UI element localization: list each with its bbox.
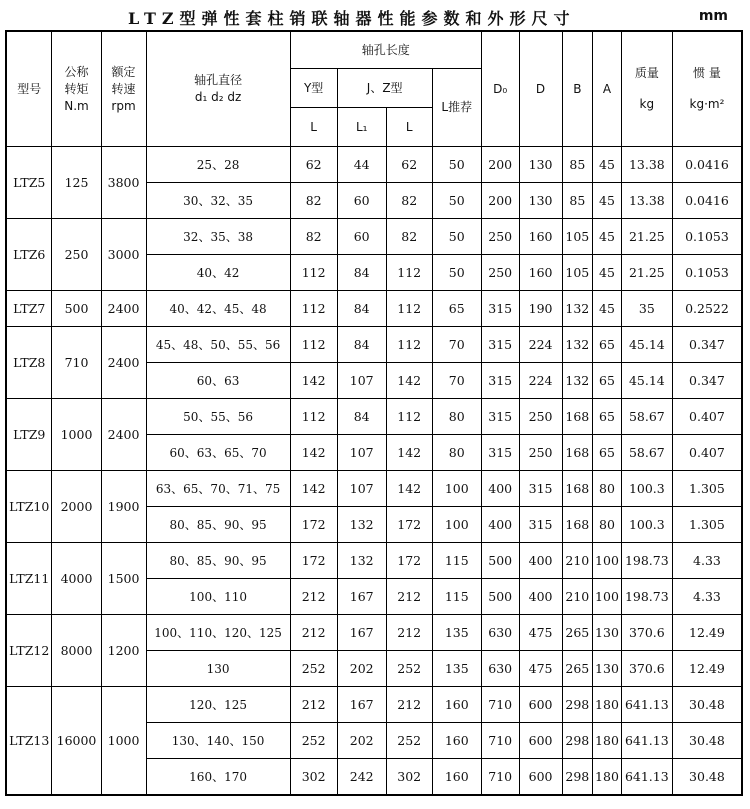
l-recommended-cell: 50 — [432, 255, 481, 291]
d0-cell: 400 — [481, 471, 519, 507]
table-row — [6, 327, 742, 363]
speed-cell: 1000 — [101, 687, 146, 796]
mass-cell: 45.14 — [621, 363, 672, 399]
b-cell: 168 — [562, 399, 593, 435]
jz-l1-cell: 167 — [337, 579, 386, 615]
jz-l-cell: 252 — [386, 723, 432, 759]
d-cell: 400 — [519, 543, 562, 579]
jz-l1-cell: 84 — [337, 399, 386, 435]
jz-l-cell: 142 — [386, 363, 432, 399]
speed-cell: 3000 — [101, 219, 146, 291]
b-cell: 298 — [562, 723, 593, 759]
jz-l-cell: 212 — [386, 579, 432, 615]
jz-l1-cell: 84 — [337, 327, 386, 363]
d-cell: 130 — [519, 147, 562, 183]
jz-l1-cell: 44 — [337, 147, 386, 183]
speed-cell: 1900 — [101, 471, 146, 543]
diameter-cell: 160、170 — [146, 759, 290, 796]
header-l-recommended: L推荐 — [432, 69, 481, 147]
inertia-cell: 30.48 — [672, 759, 742, 796]
d-cell: 160 — [519, 219, 562, 255]
y-l-cell: 172 — [290, 543, 337, 579]
b-cell: 265 — [562, 615, 593, 651]
l-recommended-cell: 100 — [432, 471, 481, 507]
inertia-cell: 0.407 — [672, 435, 742, 471]
l-recommended-cell: 65 — [432, 291, 481, 327]
speed-cell: 2400 — [101, 291, 146, 327]
diameter-cell: 40、42 — [146, 255, 290, 291]
b-cell: 132 — [562, 291, 593, 327]
mass-cell: 641.13 — [621, 687, 672, 723]
a-cell: 65 — [593, 435, 622, 471]
a-cell: 45 — [593, 291, 622, 327]
diameter-cell: 25、28 — [146, 147, 290, 183]
l-recommended-cell: 160 — [432, 759, 481, 796]
header-jz-type: J、Z型 — [337, 69, 432, 108]
d0-cell: 500 — [481, 579, 519, 615]
d0-cell: 500 — [481, 543, 519, 579]
jz-l-cell: 82 — [386, 183, 432, 219]
speed-cell: 2400 — [101, 399, 146, 471]
mass-cell: 58.67 — [621, 399, 672, 435]
jz-l1-cell: 242 — [337, 759, 386, 796]
y-l-cell: 82 — [290, 183, 337, 219]
header-torque — [52, 31, 101, 147]
torque-cell: 8000 — [52, 615, 101, 687]
model-cell: LTZ11 — [6, 543, 52, 615]
mass-cell: 370.6 — [621, 651, 672, 687]
inertia-cell: 1.305 — [672, 507, 742, 543]
b-cell: 85 — [562, 183, 593, 219]
header-y-l: L — [290, 108, 337, 147]
y-l-cell: 112 — [290, 255, 337, 291]
table-title: LTZ型弹性套柱销联轴器性能参数和外形尺寸 — [128, 9, 576, 28]
jz-l1-cell: 167 — [337, 615, 386, 651]
header-d0: D₀ — [481, 31, 519, 147]
jz-l-cell: 142 — [386, 435, 432, 471]
torque-cell: 4000 — [52, 543, 101, 615]
y-l-cell: 142 — [290, 363, 337, 399]
jz-l-cell: 62 — [386, 147, 432, 183]
l-recommended-cell: 135 — [432, 615, 481, 651]
mass-cell: 198.73 — [621, 579, 672, 615]
diameter-cell: 32、35、38 — [146, 219, 290, 255]
header-diameter-line1: 轴孔直径 — [194, 73, 243, 87]
d0-cell: 710 — [481, 723, 519, 759]
torque-cell: 16000 — [52, 687, 101, 796]
header-speed-line1: 额定 — [111, 64, 136, 79]
l-recommended-cell: 50 — [432, 147, 481, 183]
y-l-cell: 82 — [290, 219, 337, 255]
torque-cell: 1000 — [52, 399, 101, 471]
l-recommended-cell: 50 — [432, 183, 481, 219]
model-cell: LTZ6 — [6, 219, 52, 291]
b-cell: 210 — [562, 543, 593, 579]
y-l-cell: 172 — [290, 507, 337, 543]
header-inertia-unit: kg·m² — [689, 97, 725, 111]
a-cell: 45 — [593, 147, 622, 183]
l-recommended-cell: 135 — [432, 651, 481, 687]
jz-l-cell: 172 — [386, 543, 432, 579]
a-cell: 65 — [593, 363, 622, 399]
mass-cell: 13.38 — [621, 183, 672, 219]
jz-l1-cell: 132 — [337, 543, 386, 579]
torque-cell: 500 — [52, 291, 101, 327]
d-cell: 160 — [519, 255, 562, 291]
l-recommended-cell: 115 — [432, 579, 481, 615]
b-cell: 105 — [562, 255, 593, 291]
diameter-cell: 63、65、70、71、75 — [146, 471, 290, 507]
inertia-cell: 12.49 — [672, 651, 742, 687]
header-jz-l1: L₁ — [337, 108, 386, 147]
y-l-cell: 112 — [290, 291, 337, 327]
y-l-cell: 252 — [290, 723, 337, 759]
y-l-cell: 302 — [290, 759, 337, 796]
speed-cell: 1500 — [101, 543, 146, 615]
d-cell: 224 — [519, 327, 562, 363]
a-cell: 45 — [593, 219, 622, 255]
diameter-cell: 50、55、56 — [146, 399, 290, 435]
d-cell: 190 — [519, 291, 562, 327]
unit-label: mm — [698, 8, 728, 24]
diameter-cell: 60、63 — [146, 363, 290, 399]
jz-l-cell: 112 — [386, 291, 432, 327]
jz-l-cell: 112 — [386, 255, 432, 291]
l-recommended-cell: 80 — [432, 399, 481, 435]
mass-cell: 641.13 — [621, 759, 672, 796]
diameter-cell: 120、125 — [146, 687, 290, 723]
a-cell: 100 — [593, 579, 622, 615]
jz-l-cell: 212 — [386, 687, 432, 723]
a-cell: 80 — [593, 471, 622, 507]
header-speed-line2: 转速 — [111, 81, 136, 96]
d-cell: 315 — [519, 471, 562, 507]
d-cell: 600 — [519, 759, 562, 796]
d0-cell: 250 — [481, 219, 519, 255]
y-l-cell: 212 — [290, 687, 337, 723]
b-cell: 132 — [562, 363, 593, 399]
torque-cell: 250 — [52, 219, 101, 291]
header-d: D — [519, 31, 562, 147]
b-cell: 265 — [562, 651, 593, 687]
d0-cell: 400 — [481, 507, 519, 543]
jz-l-cell: 112 — [386, 327, 432, 363]
jz-l-cell: 302 — [386, 759, 432, 796]
diameter-cell: 60、63、65、70 — [146, 435, 290, 471]
jz-l-cell: 212 — [386, 615, 432, 651]
header-speed-unit: rpm — [111, 98, 136, 113]
l-recommended-cell: 115 — [432, 543, 481, 579]
a-cell: 180 — [593, 723, 622, 759]
header-diameter — [146, 31, 290, 147]
b-cell: 298 — [562, 759, 593, 796]
a-cell: 180 — [593, 759, 622, 796]
table-row — [6, 399, 742, 435]
diameter-cell: 80、85、90、95 — [146, 507, 290, 543]
header-length-group: 轴孔长度 — [290, 31, 481, 69]
d0-cell: 630 — [481, 651, 519, 687]
d0-cell: 315 — [481, 363, 519, 399]
mass-cell: 21.25 — [621, 255, 672, 291]
table-row — [6, 471, 742, 507]
jz-l1-cell: 107 — [337, 435, 386, 471]
inertia-cell: 0.0416 — [672, 147, 742, 183]
table-body — [6, 147, 742, 796]
inertia-cell: 0.1053 — [672, 255, 742, 291]
model-cell: LTZ5 — [6, 147, 52, 219]
jz-l1-cell: 84 — [337, 255, 386, 291]
d0-cell: 315 — [481, 327, 519, 363]
y-l-cell: 112 — [290, 327, 337, 363]
y-l-cell: 62 — [290, 147, 337, 183]
a-cell: 45 — [593, 183, 622, 219]
speed-cell: 1200 — [101, 615, 146, 687]
mass-cell: 35 — [621, 291, 672, 327]
table-row — [6, 615, 742, 651]
diameter-cell: 45、48、50、55、56 — [146, 327, 290, 363]
inertia-cell: 30.48 — [672, 723, 742, 759]
d-cell: 250 — [519, 435, 562, 471]
a-cell: 45 — [593, 255, 622, 291]
model-cell: LTZ13 — [6, 687, 52, 796]
a-cell: 180 — [593, 687, 622, 723]
d0-cell: 315 — [481, 399, 519, 435]
speed-cell: 3800 — [101, 147, 146, 219]
l-recommended-cell: 160 — [432, 723, 481, 759]
b-cell: 168 — [562, 435, 593, 471]
jz-l1-cell: 107 — [337, 471, 386, 507]
model-cell: LTZ7 — [6, 291, 52, 327]
spec-table — [5, 30, 743, 796]
d-cell: 224 — [519, 363, 562, 399]
mass-cell: 198.73 — [621, 543, 672, 579]
table-row — [6, 147, 742, 183]
b-cell: 85 — [562, 147, 593, 183]
l-recommended-cell: 100 — [432, 507, 481, 543]
diameter-cell: 40、42、45、48 — [146, 291, 290, 327]
l-recommended-cell: 70 — [432, 327, 481, 363]
header-b: B — [562, 31, 593, 147]
d-cell: 600 — [519, 723, 562, 759]
header-torque-line1: 公称 — [64, 64, 89, 79]
l-recommended-cell: 160 — [432, 687, 481, 723]
model-cell: LTZ10 — [6, 471, 52, 543]
jz-l1-cell: 60 — [337, 183, 386, 219]
y-l-cell: 252 — [290, 651, 337, 687]
header-torque-line2: 转矩 — [64, 81, 89, 96]
header-diameter-line2: d₁ d₂ dz — [194, 90, 242, 104]
inertia-cell: 30.48 — [672, 687, 742, 723]
inertia-cell: 0.407 — [672, 399, 742, 435]
torque-cell: 2000 — [52, 471, 101, 543]
model-cell: LTZ9 — [6, 399, 52, 471]
inertia-cell: 0.347 — [672, 327, 742, 363]
inertia-cell: 12.49 — [672, 615, 742, 651]
mass-cell: 21.25 — [621, 219, 672, 255]
jz-l-cell: 142 — [386, 471, 432, 507]
header-model: 型号 — [6, 31, 52, 147]
d0-cell: 250 — [481, 255, 519, 291]
diameter-cell: 30、32、35 — [146, 183, 290, 219]
table-row — [6, 219, 742, 255]
inertia-cell: 4.33 — [672, 543, 742, 579]
header-y-type: Y型 — [290, 69, 337, 108]
jz-l1-cell: 132 — [337, 507, 386, 543]
header-a: A — [593, 31, 622, 147]
a-cell: 100 — [593, 543, 622, 579]
b-cell: 132 — [562, 327, 593, 363]
y-l-cell: 142 — [290, 435, 337, 471]
a-cell: 65 — [593, 399, 622, 435]
diameter-cell: 130 — [146, 651, 290, 687]
model-cell: LTZ12 — [6, 615, 52, 687]
a-cell: 65 — [593, 327, 622, 363]
jz-l1-cell: 167 — [337, 687, 386, 723]
l-recommended-cell: 50 — [432, 219, 481, 255]
speed-cell: 2400 — [101, 327, 146, 399]
header-inertia — [672, 31, 742, 147]
d-cell: 600 — [519, 687, 562, 723]
header-mass-unit: kg — [639, 97, 655, 111]
diameter-cell: 80、85、90、95 — [146, 543, 290, 579]
d0-cell: 710 — [481, 759, 519, 796]
d0-cell: 315 — [481, 435, 519, 471]
jz-l-cell: 82 — [386, 219, 432, 255]
d-cell: 475 — [519, 651, 562, 687]
d-cell: 400 — [519, 579, 562, 615]
jz-l1-cell: 84 — [337, 291, 386, 327]
inertia-cell: 0.0416 — [672, 183, 742, 219]
y-l-cell: 112 — [290, 399, 337, 435]
y-l-cell: 212 — [290, 579, 337, 615]
table-row — [6, 291, 742, 327]
inertia-cell: 4.33 — [672, 579, 742, 615]
d0-cell: 710 — [481, 687, 519, 723]
header-inertia-label: 惯 量 — [693, 66, 721, 80]
mass-cell: 100.3 — [621, 507, 672, 543]
header-mass — [621, 31, 672, 147]
model-cell: LTZ8 — [6, 327, 52, 399]
y-l-cell: 142 — [290, 471, 337, 507]
b-cell: 105 — [562, 219, 593, 255]
table-row — [6, 687, 742, 723]
document-title-bar — [0, 6, 750, 28]
inertia-cell: 0.2522 — [672, 291, 742, 327]
jz-l1-cell: 202 — [337, 651, 386, 687]
mass-cell: 641.13 — [621, 723, 672, 759]
header-torque-unit: N.m — [64, 98, 89, 113]
diameter-cell: 130、140、150 — [146, 723, 290, 759]
d0-cell: 200 — [481, 147, 519, 183]
a-cell: 130 — [593, 651, 622, 687]
jz-l-cell: 112 — [386, 399, 432, 435]
jz-l-cell: 172 — [386, 507, 432, 543]
a-cell: 130 — [593, 615, 622, 651]
b-cell: 210 — [562, 579, 593, 615]
mass-cell: 100.3 — [621, 471, 672, 507]
header-mass-label: 质量 — [634, 66, 659, 80]
d0-cell: 630 — [481, 615, 519, 651]
mass-cell: 58.67 — [621, 435, 672, 471]
mass-cell: 370.6 — [621, 615, 672, 651]
torque-cell: 125 — [52, 147, 101, 219]
torque-cell: 710 — [52, 327, 101, 399]
diameter-cell: 100、110 — [146, 579, 290, 615]
jz-l1-cell: 60 — [337, 219, 386, 255]
l-recommended-cell: 80 — [432, 435, 481, 471]
y-l-cell: 212 — [290, 615, 337, 651]
a-cell: 80 — [593, 507, 622, 543]
b-cell: 168 — [562, 471, 593, 507]
header-speed — [101, 31, 146, 147]
inertia-cell: 1.305 — [672, 471, 742, 507]
d-cell: 130 — [519, 183, 562, 219]
jz-l1-cell: 107 — [337, 363, 386, 399]
d-cell: 475 — [519, 615, 562, 651]
header-jz-l: L — [386, 108, 432, 147]
mass-cell: 45.14 — [621, 327, 672, 363]
inertia-cell: 0.1053 — [672, 219, 742, 255]
table-row — [6, 543, 742, 579]
inertia-cell: 0.347 — [672, 363, 742, 399]
d0-cell: 200 — [481, 183, 519, 219]
table-header — [6, 31, 742, 147]
d-cell: 315 — [519, 507, 562, 543]
diameter-cell: 100、110、120、125 — [146, 615, 290, 651]
b-cell: 298 — [562, 687, 593, 723]
d-cell: 250 — [519, 399, 562, 435]
d0-cell: 315 — [481, 291, 519, 327]
mass-cell: 13.38 — [621, 147, 672, 183]
jz-l1-cell: 202 — [337, 723, 386, 759]
b-cell: 168 — [562, 507, 593, 543]
jz-l-cell: 252 — [386, 651, 432, 687]
l-recommended-cell: 70 — [432, 363, 481, 399]
